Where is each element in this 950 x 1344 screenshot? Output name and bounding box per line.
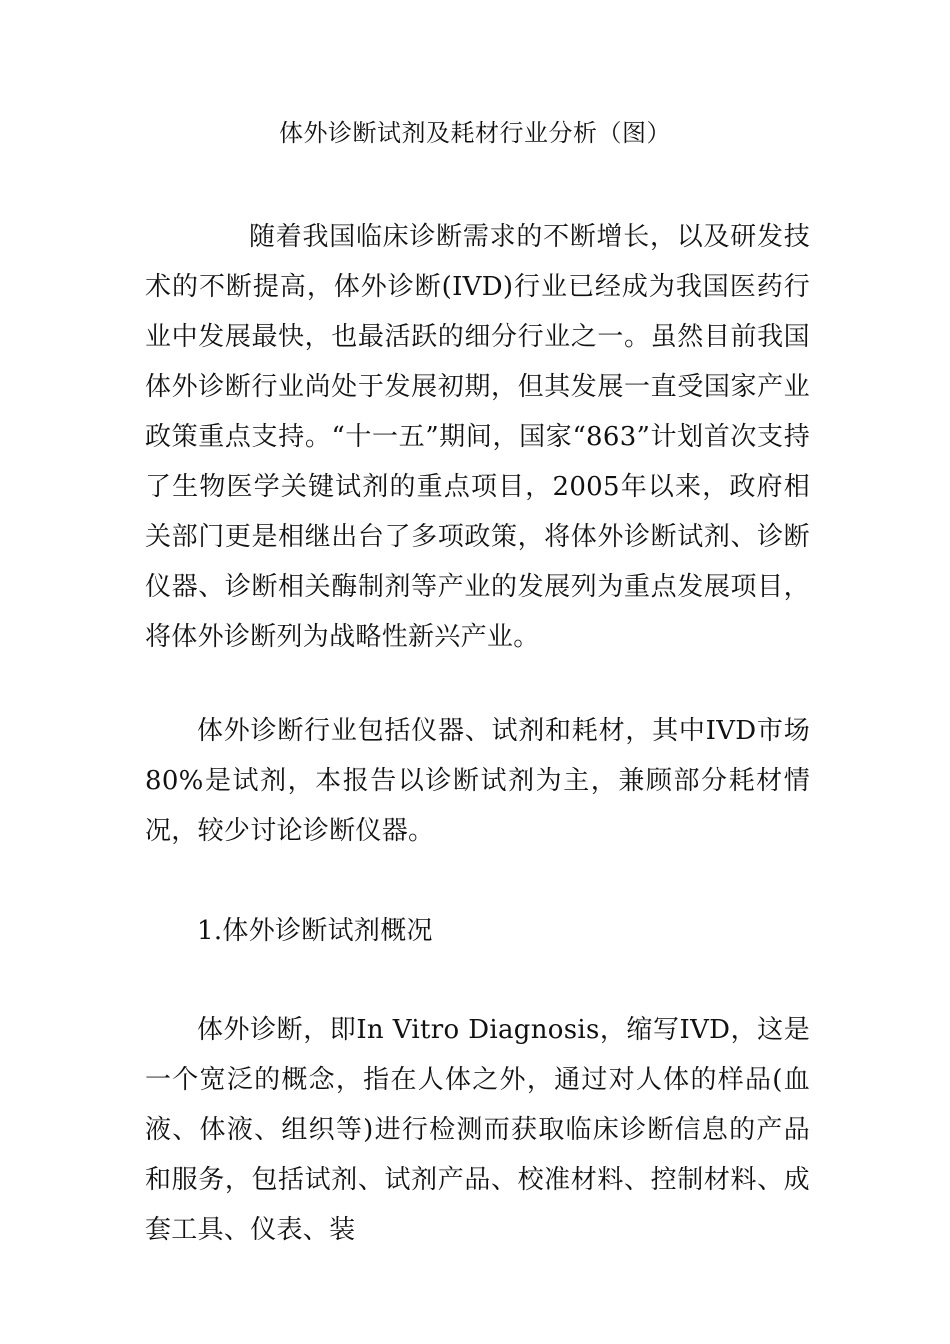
document-title: 体外诊断试剂及耗材行业分析（图） [279,119,671,147]
paragraph-intro: 随着我国临床诊断需求的不断增长，以及研发技术的不断提高，体外诊断(IVD)行业已经成为我国医药行业中发展最快，也最活跃的细分行业之一。虽然目前我国体外诊断行业尚处于发展初期，但其发展一直受国家产业政策重点支持。“十一五”期间，国家“863”计划首次支持了生物医学关键试剂的重点项目，2005年以来，政府相关部门更是相继出台了多项政策，将体外诊断试剂、诊断仪器、诊断相关酶制剂等产业的发展列为重点发展项目，将体外诊断列为战略性新兴产业。 [145,222,810,652]
section-heading: 1.体外诊断试剂概况 [197,916,433,946]
paragraph-definition: 体外诊断，即In Vitro Diagnosis，缩写IVD，这是一个宽泛的概念，指在人体之外，通过对人体的样品(血液、体液、组织等)进行检测而获取临床诊断信息的产品和服务，包括试剂、试剂产品、校准材料、控制材料、成套工具、仪表、装 [145,1015,810,1245]
paragraph-scope: 体外诊断行业包括仪器、试剂和耗材，其中IVD市场80%是试剂，本报告以诊断试剂为主，兼顾部分耗材情况，较少讨论诊断仪器。 [145,716,810,846]
